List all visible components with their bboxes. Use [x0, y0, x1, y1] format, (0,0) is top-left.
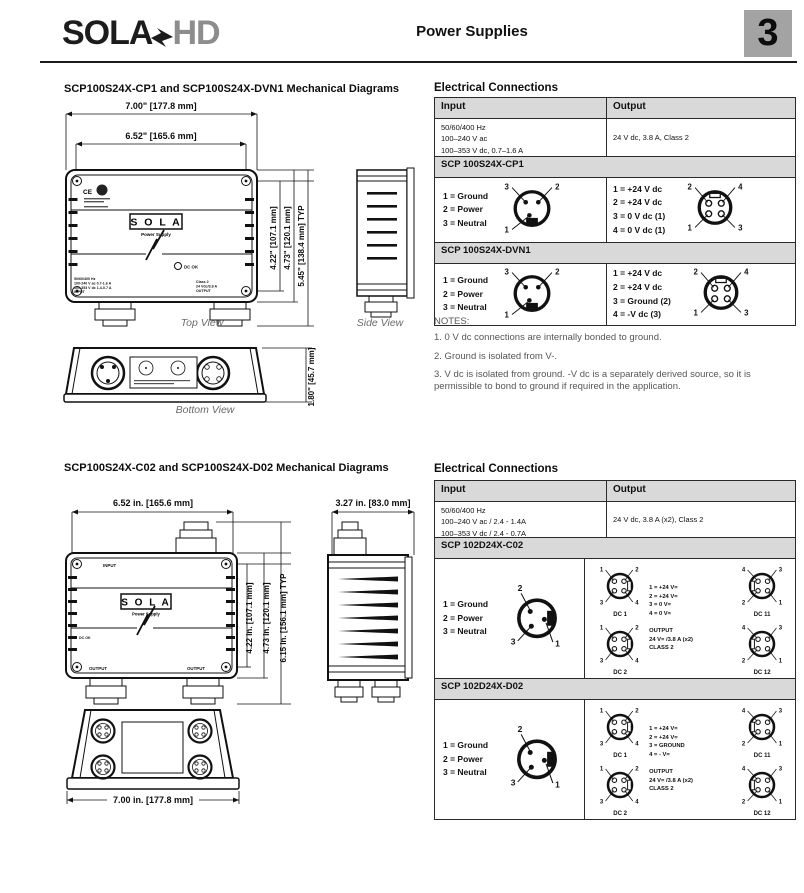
svg-text:3: 3: [599, 657, 604, 664]
svg-text:4: 4: [741, 625, 746, 632]
svg-text:2: 2: [741, 599, 746, 606]
svg-text:4: 4: [738, 182, 743, 192]
section2-elec-table: [434, 480, 796, 820]
connector-cp1-input: [494, 176, 570, 244]
caption-bottom-view: Bottom View: [175, 404, 235, 416]
model-row-c02: [435, 558, 795, 678]
svg-text:3: 3: [743, 308, 749, 318]
svg-text:24 Vdc/3.8 A: 24 Vdc/3.8 A: [196, 284, 218, 289]
connector-d02-dc1: [591, 703, 649, 756]
svg-text:100-353 V dc 1.4-0.7 A: 100-353 V dc 1.4-0.7 A: [74, 285, 112, 290]
svg-text:4: 4: [635, 798, 639, 805]
svg-text:2: 2: [517, 583, 523, 594]
ce-mark: CE: [83, 189, 93, 196]
svg-text:3: 3: [778, 625, 783, 632]
model-row-cp1: [435, 177, 795, 242]
dc11-label: DC 11: [753, 611, 771, 618]
caption-top-view: Top View: [180, 317, 224, 329]
svg-text:1: 1: [599, 625, 604, 632]
spec-input-2: 50/60/400 Hz 100–240 V ac / 2.4 - 1.4A 100–353 V dc / 2.4 - 0.7A: [435, 502, 607, 537]
model-bar-dvn1: SCP 100S24X-DVN1: [435, 242, 795, 263]
svg-text:2: 2: [741, 657, 746, 664]
d02-output-cell: [585, 700, 797, 819]
lightning-bolt-icon: [150, 24, 174, 50]
caption-side-view: Side View: [356, 317, 404, 329]
dc1-label: DC 1: [613, 611, 627, 618]
svg-text:4: 4: [635, 599, 639, 606]
svg-text:2: 2: [741, 740, 746, 747]
dim-height3: 5.45" [138.4 mm] TYP: [297, 205, 306, 287]
dim-bottom-width: 7.00 in. [177.8 mm]: [112, 795, 194, 805]
svg-text:INPUT: INPUT: [74, 290, 85, 295]
dim-height2-2: 4.73 in. [120.1 mm]: [262, 582, 271, 654]
c02-input-cell: [435, 559, 585, 678]
spec-output-2: 24 V dc, 3.8 A (x2), Class 2: [613, 515, 704, 524]
spec-row-2: [435, 501, 795, 537]
svg-text:50/60/400 Hz: 50/60/400 Hz: [74, 277, 96, 281]
c02-input-legend: 1 = Ground 2 = Power 3 = Neutral: [443, 599, 489, 637]
model-bar-cp1: SCP 100S24X-CP1: [435, 156, 795, 177]
svg-text:1: 1: [778, 599, 783, 606]
bottom-connectors: [95, 302, 250, 326]
svg-text:1: 1: [687, 223, 693, 233]
col-header-output-2: Output: [613, 484, 646, 495]
svg-text:1: 1: [778, 657, 783, 664]
bottom-view: [64, 348, 312, 402]
dc11-label-2: DC 11: [753, 752, 771, 759]
bottom-view-2: [67, 710, 239, 805]
connector-c02-dc2: [591, 620, 649, 673]
model-row-d02: [435, 699, 795, 819]
svg-text:4: 4: [741, 567, 746, 574]
svg-text:1: 1: [555, 638, 560, 649]
dc-ok-label-2: DC OK: [79, 636, 91, 640]
connector-c02-dc1: [591, 562, 649, 615]
spec-row: [435, 118, 795, 156]
dim-height1-2: 4.22 in. [107.1 mm]: [245, 582, 254, 654]
output-label-right: OUTPUT: [187, 666, 206, 671]
svg-text:2: 2: [687, 182, 693, 192]
connector-c02-input: [496, 582, 578, 655]
side-view-2: [328, 522, 412, 702]
model-bar-c02: SCP 102D24X-C02: [435, 537, 795, 558]
dvn1-output-legend: 1 = +24 V dc 2 = +24 V dc 3 = Ground (2) 4 = -V dc (3): [613, 268, 671, 320]
svg-text:4: 4: [741, 708, 746, 715]
svg-text:2: 2: [555, 267, 560, 277]
cp1-output-cell: [607, 178, 795, 242]
dim-height3-2: 6.15 in. [156.1 mm] TYP: [279, 573, 288, 663]
c02-output-text: 1 = +24 V= 2 = +24 V= 3 = 0 V= 4 = 0 V= OUTPUT 24 V= /3.8 A (x2) CLASS 2: [649, 585, 693, 652]
logo-sola-text: SOLA: [62, 14, 153, 52]
svg-text:3: 3: [504, 182, 510, 192]
svg-text:2: 2: [635, 567, 639, 574]
page-title: Power Supplies: [416, 23, 528, 40]
svg-text:3: 3: [599, 798, 604, 805]
dc1-label-2: DC 1: [613, 752, 627, 759]
col-header-output: Output: [613, 101, 646, 112]
d02-input-legend: 1 = Ground 2 = Power 3 = Neutral: [443, 740, 489, 778]
header-divider: [40, 61, 797, 63]
svg-text:1: 1: [504, 310, 510, 320]
svg-text:1: 1: [599, 708, 604, 715]
dc2-label-2: DC 2: [613, 810, 627, 817]
c02-dc-right-column: [733, 562, 791, 676]
svg-text:2: 2: [517, 724, 523, 735]
c02-dc-left-column: [591, 562, 649, 676]
model-bar-d02: SCP 102D24X-D02: [435, 678, 795, 699]
note-2: 2. Ground is isolated from V-.: [434, 350, 558, 362]
svg-text:4: 4: [743, 267, 749, 277]
spec-output: 24 V dc, 3.8 A, Class 2: [613, 133, 689, 142]
d02-input-cell: [435, 700, 585, 819]
spec-input: 50/60/400 Hz 100–240 V ac 100–353 V dc, 0.7–1.6 A: [435, 119, 607, 156]
svg-text:2: 2: [741, 798, 746, 805]
device-brand: S O L A: [130, 216, 182, 229]
section2-mech-heading: SCP100S24X-C02 and SCP100S24X-D02 Mechanical Diagrams: [64, 462, 389, 474]
logo-hd-text: HD: [172, 14, 220, 52]
notes-heading: NOTES:: [434, 316, 470, 327]
side-view: [357, 168, 414, 317]
cp1-output-legend: 1 = +24 V dc 2 = +24 V dc 3 = 0 V dc (1) 4 = 0 V dc (1): [613, 183, 666, 235]
svg-text:1: 1: [693, 308, 698, 318]
dim-top-width: 6.52 in. [165.6 mm]: [112, 498, 194, 508]
connector-c02-dc12: [733, 620, 791, 673]
connector-c02-dc11: [733, 562, 791, 615]
table-header-row: [435, 98, 795, 118]
connector-d02-input: [496, 723, 578, 796]
dim-inner-width: 6.52" [165.6 mm]: [125, 131, 197, 141]
dim-height1: 4.22" [107.1 mm]: [269, 206, 278, 270]
page-number-badge: 3: [744, 10, 792, 57]
svg-text:1: 1: [599, 766, 604, 773]
device-brand-sub-2: Power Supply: [132, 611, 160, 617]
connector-d02-dc11: [733, 703, 791, 756]
device-brand-sub: Power Supply: [141, 232, 171, 237]
svg-text:3: 3: [510, 777, 516, 788]
section1-elec-heading: Electrical Connections: [434, 82, 558, 94]
input-connector-top: [176, 522, 216, 553]
bottom-connectors-2: [86, 678, 223, 704]
section1-elec-table: [434, 97, 796, 326]
brand-logo: [62, 14, 220, 53]
cp1-input-legend: 1 = Ground 2 = Power 3 = Neutral: [443, 190, 489, 228]
svg-text:1: 1: [504, 225, 510, 235]
notes-block: [434, 316, 794, 400]
connector-d02-dc2: [591, 761, 649, 814]
svg-text:3: 3: [778, 766, 783, 773]
svg-text:3: 3: [599, 740, 604, 747]
device-input-label: INPUT: [103, 563, 117, 568]
note-1: 1. 0 V dc connections are internally bonded to ground.: [434, 332, 662, 344]
agency-logo-mark: [97, 185, 108, 196]
dim-height2: 4.73" [120.1 mm]: [283, 206, 292, 270]
section2-elec-heading: Electrical Connections: [434, 463, 558, 475]
section2-mechanical-drawing: [55, 478, 430, 823]
dim-outer-width: 7.00" [177.8 mm]: [125, 101, 197, 111]
svg-text:3: 3: [504, 267, 510, 277]
svg-text:3: 3: [778, 708, 783, 715]
dc2-label: DC 2: [613, 669, 627, 676]
dc12-label-2: DC 12: [753, 810, 771, 817]
svg-text:100-240 V ac 0.7-1.6 A: 100-240 V ac 0.7-1.6 A: [74, 281, 112, 286]
device-brand-2: S O L A: [121, 597, 171, 609]
dvn1-input-legend: 1 = Ground 2 = Power 3 = Neutral: [443, 275, 489, 313]
svg-text:3: 3: [778, 567, 783, 574]
svg-text:4: 4: [741, 766, 746, 773]
svg-text:3: 3: [510, 636, 516, 647]
svg-text:2: 2: [555, 182, 560, 192]
dim-side-width: 3.27 in. [83.0 mm]: [335, 498, 411, 508]
cp1-input-cell: [435, 178, 607, 242]
svg-text:3: 3: [738, 223, 743, 233]
output-label-left: OUTPUT: [89, 666, 108, 671]
d02-dc-left-column: [591, 703, 649, 817]
svg-text:2: 2: [635, 766, 639, 773]
svg-text:1: 1: [555, 779, 560, 790]
dim-bottom-height: 1.80" [45.7 mm]: [307, 347, 316, 407]
svg-text:1: 1: [778, 740, 783, 747]
connector-d02-dc12: [733, 761, 791, 814]
svg-text:1: 1: [599, 567, 604, 574]
svg-text:Class 2: Class 2: [196, 280, 209, 284]
note-3: 3. V dc is isolated from ground. -V dc is a separately derived source, so it is permissible to bond to ground if required in the application.: [434, 369, 751, 393]
svg-text:3: 3: [599, 599, 604, 606]
table2-header-row: [435, 481, 795, 501]
svg-text:2: 2: [635, 708, 639, 715]
connector-cp1-output: [677, 176, 753, 244]
section1-mech-heading: SCP100S24X-CP1 and SCP100S24X-DVN1 Mechanical Diagrams: [64, 83, 400, 95]
dc-ok-label: DC OK: [184, 264, 199, 270]
d02-dc-right-column: [733, 703, 791, 817]
d02-output-text: 1 = +24 V= 2 = +24 V= 3 = GROUND 4 = - V= OUTPUT 24 V= /3.8 A (x2) CLASS 2: [649, 726, 693, 793]
svg-text:OUTPUT: OUTPUT: [196, 288, 211, 293]
svg-text:2: 2: [635, 625, 639, 632]
section1-mechanical-drawing: [58, 96, 430, 440]
c02-output-cell: [585, 559, 797, 678]
svg-text:4: 4: [635, 740, 639, 747]
svg-text:1: 1: [778, 798, 783, 805]
col-header-input-2: Input: [435, 481, 607, 501]
svg-text:4: 4: [635, 657, 639, 664]
col-header-input: Input: [435, 98, 607, 118]
dc12-label: DC 12: [753, 669, 771, 676]
svg-text:2: 2: [693, 267, 698, 277]
